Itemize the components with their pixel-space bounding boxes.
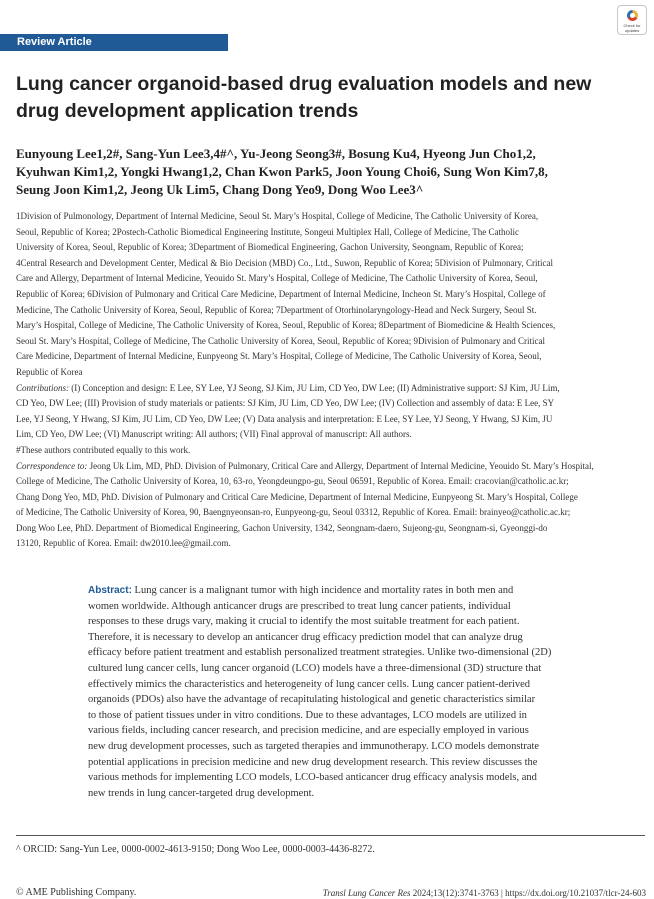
- affiliation-line: University of Korea, Seoul, Republic of Korea; 3Department of Biomedical Engineering, Gachon University, Seongnam, Republic of Korea;: [16, 242, 524, 253]
- abstract-line: women worldwide. Although anticancer drugs are prescribed to treat lung cancer patients, individual: [88, 600, 511, 612]
- correspondence-text: Jeong Uk Lim, MD, PhD. Division of Pulmonary, Critical Care and Allergy, Department of Internal Medicine, Yeouido St. Mary’s Hospital,: [89, 460, 594, 471]
- affiliation-line: Mary’s Hospital, College of Medicine, The Catholic University of Korea, Seoul, Republic of Korea; 8Department of Biomedicine & Health Sciences,: [16, 320, 556, 331]
- correspondence-line: Dong Woo Lee, PhD. Department of Biomedical Engineering, Gachon University, 1342, Seongnam-daero, Sujeong-gu, Seongnam-si, Gyeonggi-do: [16, 522, 548, 533]
- abstract-line: cultured lung cancer cells, lung cancer organoid (LCO) models have a three-dimensional (3D) structure that: [88, 662, 542, 674]
- affiliation-line: Republic of Korea: [16, 366, 83, 377]
- contributions-line: Lee, YJ Seong, Y Hwang, SJ Kim, JU Lim, CD Yeo, DW Lee; (V) Data analysis and interpretation: E Lee, SY Lee, YJ Seong, Y Hwang, SJ Kim, JU: [16, 413, 553, 424]
- affiliation-line: Care and Allergy, Department of Internal Medicine, Yeouido St. Mary’s Hospital, College of Medicine, The Catholic University of Korea, Seoul,: [16, 273, 538, 284]
- author-list: [16, 145, 648, 199]
- abstract-line: various methods for implementing LCO models, LCO-based anticancer drug efficacy analysis models, and: [88, 772, 537, 784]
- abstract-line: effectively mimics the characteristics and heterogeneity of lung cancer cells. Lung cancer patient-derived: [88, 678, 531, 690]
- contributions-line: CD Yeo, DW Lee; (III) Provision of study materials or patients: SJ Kim, JU Lim, CD Yeo, DW Lee; (IV) Collection and assembly of data: E Lee, SY: [16, 398, 555, 409]
- contributions-label: Contributions:: [16, 382, 70, 393]
- affiliation-line: Republic of Korea; 6Division of Pulmonary and Critical Care Medicine, Department of Internal Medicine, Incheon St. Mary’s Hospital, College of: [16, 288, 546, 299]
- affiliation-line: Medicine, The Catholic University of Korea, Seoul, Republic of Korea; 7Department of Otorhinolaryngology-Head and Neck Surgery, Seoul St.: [16, 304, 537, 315]
- affiliation-line: Care Medicine, Department of Internal Medicine, Eunpyeong St. Mary’s Hospital, College of Medicine, The Catholic University of Korea, Seoul,: [16, 351, 542, 362]
- affiliation-line: Seoul, Republic of Korea; 2Postech-Catholic Biomedical Engineering Institute, Songeui Multiplex Hall, College of Medicine, The Catholic: [16, 226, 519, 237]
- check-updates-label: Check for updates: [623, 23, 641, 33]
- contributions-line: [16, 381, 648, 397]
- author-line: Seung Joon Kim1,2, Jeong Uk Lim5, Chang Dong Yeo9, Dong Woo Lee3^: [16, 182, 424, 197]
- title-line: Lung cancer organoid-based drug evaluation models and new: [16, 73, 592, 95]
- article-type-badge: Review Article: [0, 34, 228, 51]
- abstract-line: to those of patient tissues under in vitro conditions. Due to these advantages, LCO models are utilized in: [88, 709, 527, 721]
- check-for-updates-button[interactable]: [617, 5, 647, 35]
- abstract-line: organoids (PDOs) also have the advantage of recapitulating histological and genetic characteristics similar: [88, 694, 536, 706]
- abstract-label: Abstract:: [88, 585, 132, 596]
- title-line: drug development application trends: [16, 100, 359, 122]
- correspondence-line: of Medicine, The Catholic University of Korea, 90, Baengnyeonsan-ro, Eunpyeong-gu, Seoul 03312, Republic of Korea. Email: brainyeo@catholic.ac.kr;: [16, 507, 571, 518]
- abstract-text: Lung cancer is a malignant tumor with high incidence and mortality rates in both men and: [134, 585, 514, 596]
- equal-contribution-note: #These authors contributed equally to this work.: [16, 444, 191, 455]
- divider: [16, 835, 645, 836]
- correspondence-line: Chang Dong Yeo, MD, PhD. Division of Pulmonary and Critical Care Medicine, Department of Internal Medicine, Eunpyeong St. Mary’s Hospital, College: [16, 491, 578, 502]
- article-title: [16, 71, 646, 125]
- abstract: [88, 583, 577, 801]
- abstract-line: Therefore, it is necessary to develop an anticancer drug efficacy prediction model that can analyze drug: [88, 631, 523, 643]
- abstract-line: responses to these drugs vary, making it crucial to identify the most suitable treatment for each patient.: [88, 616, 520, 628]
- abstract-line: efficacy before patient treatment and establish personalized treatment strategies. Unlike two-dimensional (2D): [88, 647, 552, 659]
- citation-footer: [280, 887, 646, 899]
- check-updates-icon: [627, 10, 638, 21]
- front-matter-notes: [16, 209, 648, 552]
- abstract-line: [88, 583, 577, 599]
- correspondence-line: [16, 459, 648, 475]
- orcid-note: ^ ORCID: Sang-Yun Lee, 0000-0002-4613-9150; Dong Woo Lee, 0000-0003-4436-8272.: [16, 844, 375, 855]
- affiliation-line: 1Division of Pulmonology, Department of Internal Medicine, Seoul St. Mary’s Hospital, College of Medicine, The Catholic University of Korea,: [16, 211, 539, 221]
- correspondence-line: 13120, Republic of Korea. Email: dw2010.lee@gmail.com.: [16, 538, 231, 549]
- abstract-line: potential applications in precision medicine and new drug development research. This review discusses the: [88, 756, 538, 768]
- author-line: Eunyoung Lee1,2#, Sang-Yun Lee3,4#^, Yu-Jeong Seong3#, Bosung Ku4, Hyeong Jun Cho1,2,: [16, 146, 536, 161]
- abstract-line: new trends in lung cancer-targeted drug development.: [88, 787, 315, 799]
- correspondence-label: Correspondence to:: [16, 460, 88, 471]
- contributions-line: Lim, CD Yeo, DW Lee; (VI) Manuscript writing: All authors; (VII) Final approval of manuscript: All authors.: [16, 429, 412, 440]
- affiliation-line: 4Central Research and Development Center, Medical & Bio Decision (MBD) Co., Ltd., Suwon, Republic of Korea; 5Division of Pulmonary, Critical: [16, 257, 553, 268]
- contributions-text: (I) Conception and design: E Lee, SY Lee, YJ Seong, SJ Kim, JU Lim, CD Yeo, DW Lee; (II) Administrative support: SJ Kim, JU Lim,: [71, 382, 560, 393]
- abstract-line: various fields, including cancer research, and precision medicine, and are especially employed in various: [88, 725, 529, 737]
- affiliation-line: Seoul St. Mary’s Hospital, College of Medicine, The Catholic University of Korea, Seoul, Republic of Korea; 9Division of Pulmonary and Critical: [16, 335, 545, 346]
- abstract-line: new drug development processes, such as targeted therapies and immunotherapy. LCO models demonstrate: [88, 740, 540, 752]
- citation-text: 2024;13(12):3741-3763 | https://dx.doi.org/10.21037/tlcr-24-603: [412, 888, 646, 898]
- correspondence-line: College of Medicine, The Catholic University of Korea, 10, 63-ro, Yeongdeungpo-gu, Seoul 06591, Republic of Korea. Email: cracovian@catholic.ac.kr;: [16, 476, 569, 487]
- copyright: © AME Publishing Company.: [16, 887, 137, 898]
- author-line: Kyuhwan Kim1,2, Yongki Hwang1,2, Chan Kwon Park5, Joon Young Choi6, Sung Won Kim7,8,: [16, 164, 548, 179]
- journal-name: Transl Lung Cancer Res: [322, 888, 411, 898]
